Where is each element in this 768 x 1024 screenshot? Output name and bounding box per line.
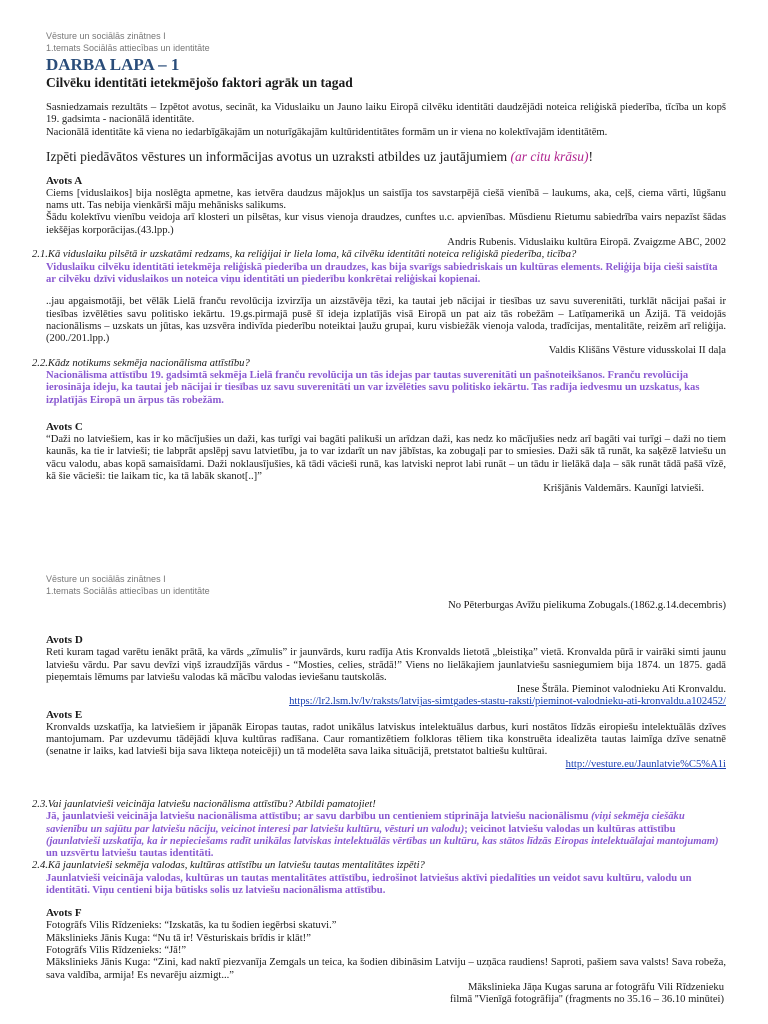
course-name-2: Vēsture un sociālās zinātnes I <box>46 574 166 584</box>
page-title: DARBA LAPA – 1 <box>46 55 180 74</box>
topic-name-2: 1.temats Sociālās attiecības un identitāte <box>46 586 210 596</box>
source-e-text: Kronvalds uzskatīja, ka latviešiem ir jāpanāk Eiropas tautas, radot unikālus latviskus intelektuālus darbus, kuri nostātos līdzās eiropiešu intelektuālās dzīves mantojumam. Par uzdevumu tādējādi kļuva kultūras radīšana. Caur romantizētiem folkloras tēliem tika konstruēta idealizēta tautas laimīga dzīve senatnē (senatne ir laiks, kad latvieši bija sava likteņa noteicēji) un tā modelēta sava laika situācijā, pretstatot baltiešu kultūrai. <box>46 721 726 758</box>
source-d-text: Reti kuram tagad varētu ienākt prātā, ka vārds „zīmulis” ir jaunvārds, kuru radīja Atis Kronvalds lietotā „bleistiķa” vietā. Kronvalda pūrā ir vairāki simti jaunu latviešu vārdu. Par savu devīzi viņš izraudzījās vārdus - “Mosties, celies, strādā!” Viens no lielākajiem jaunlatviešu sasniegumiem bija 1874. un 1875. gadā pieņemtais lēmums par latviešu valodas kā mācību valodas ieviešanu tautskolās. <box>46 647 726 683</box>
source-f-line-1: Fotogrāfs Vilis Rīdzenieks: “Izskatās, ka tu šodien iegērbsi skatuvi.” <box>46 920 337 932</box>
source-f-citation-2: filmā ''Vienīgā fotogrāfija'' (fragments no 35.16 – 36.10 minūtei) <box>449 994 724 1006</box>
question-2-1: 2.1.Kā viduslaiku pilsētā ir uzskatāmi redzams, ka reliģijai ir liela loma, kā cilvēku identitāti noteica reliģiskā piederība, ticība? <box>32 249 577 261</box>
topic-name: 1.temats Sociālās attiecības un identitāte <box>46 43 210 53</box>
instruction-color-note: (ar citu krāsu) <box>510 148 589 164</box>
question-2-3: 2.3.Vai jaunlatvieši veicināja latviešu nacionālisma attīstību? Atbildi pamatojiet! <box>32 798 376 810</box>
source-f-heading: Avots F <box>46 907 82 920</box>
learning-result-2: Nacionālā identitāte kā viena no iedarbīgākajām un noturīgākajām kultūridentitātes formām un ir viena no kolektīvajām identitātēm. <box>46 126 608 138</box>
course-name: Vēsture un sociālās zinātnes I <box>46 31 166 41</box>
source-c-text: “Daži no latviešiem, kas ir ko mācījušies un daži, kas turīgi vai bagāti palikuši un arīdzan daži, kas nedz ko mācījušies nedz arī bagāti vai turīgi – daži no tiem kaunās, ka tie ir latvieši; tie labprāt apslēpj savu latvietību, ja to var izdarīt un nav jābīstas, ka zobugaļi par to smiesies. Daži sāk tā runāt, ka saķēzē latviešu un vācu valodu, abas kopā samaisīdami. Daži noklausījušies, kā tādi vācieši runā, kas latviski neprot labi runāt – un tādu ir lielākā daļa – sāk runāt tādā pašā vīzē, kā šie vācieši: tie laikam tic, ka tā labāk skanot[..]” <box>46 433 726 482</box>
worksheet-page-2 <box>32 573 726 1006</box>
answer-2-3[interactable]: Jā, jaunlatvieši veicināja latviešu nacionālisma attīstību; ar savu darbību un centieniem stiprināja latviešu nacionālismu (viņi sekmēja ciešāku savienību un sajūtu par latviešu nāciju, veicinot interesi par latviešu kultūru, vēsturi un valodu); veicinot latviešu valodas un kultūras attīstību (jaunlatvieši uzskatīja, ka ir nepieciešams radīt unikālas latviskas intelektuālās vērtības un kultūru, kas stātos līdzās Eiropas intelektuālajai mantojumam) un uzsvērtu latviešu tautas identitāti. <box>46 811 719 860</box>
source-c-origin: No Pēterburgas Avīžu pielikuma Zobugals.(1862.g.14.decembris) <box>448 600 726 611</box>
source-f-line-4: Mākslinieks Jānis Kuga: “Zini, kad naktī piezvanīja Zemgals un teica, ka šodien dibināsim Latviju – uzņāca raudiens! Saproti, pašiem sava valsts! Sava robeža, sava valdība, armija! Es nevarēju aizmigt...” <box>46 957 726 981</box>
instruction: Izpēti piedāvātos vēstures un informācijas avotus un uzraksti atbildes uz jautājumiem (ar citu krāsu)! <box>46 148 593 164</box>
source-c-heading: Avots C <box>46 420 83 433</box>
source-d-citation: Inese Štrāla. Pieminot valodnieku Ati Kronvaldu. <box>516 684 726 696</box>
source-b-citation: Valdis Klišāns Vēsture vidusskolai II daļa <box>548 345 726 357</box>
answer-2-2[interactable]: Nacionālisma attīstību 19. gadsimtā sekmēja Lielā franču revolūcija un tās idejas par tautas suverenitāti un pašnoteikšanos. Franču revolūcija ierosināja ideju, ka tautai jeb nācijai ir tiesības uz savu suverenitāti un var izvēlēties savu politisko iekārtu. Tas radīja iedvesmu un uzskatus, kas izplatījās Eiropā un ārpus tās robežām. <box>46 370 700 406</box>
page-subtitle: Cilvēku identitāti ietekmējošo faktori agrāk un tagad <box>46 75 353 90</box>
source-d-link[interactable]: https://lr2.lsm.lv/lv/raksts/latvijas-simtgades-stastu-raksti/pieminot-valodnieku-ati-kronvaldu.a102452/ <box>289 696 726 708</box>
question-2-4: 2.4.Kā jaunlatvieši sekmēja valodas, kultūras attīstību un latviešu tautas mentalitātes izpēti? <box>32 860 425 872</box>
source-d-heading: Avots D <box>46 634 83 647</box>
source-c-citation: Krišjānis Valdemārs. Kaunīgi latvieši. <box>543 483 704 495</box>
source-a-text-2: Šādu kolektīvu vienību veidoja arī klosteri un pilsētas, kur visus vienoja draudzes, cunftes u.c. apvienības. Mūsdienu Rietumu sabiedrība vairs nepazīst šādas iekšējas korporācijas.(43.lpp.) <box>46 212 726 236</box>
source-e-link[interactable]: http://vesture.eu/Jaunlatvie%C5%A1i <box>565 758 726 770</box>
source-a-text: Ciems [viduslaikos] bija noslēgta apmetne, kas ietvēra daudzus mājokļus un saistīja tos savstarpējā ciešā vienībā – laukums, aka, ceļš, ciema vārti, lūgšanu nams utt. Tas nebija vienkārši māju mehānisks salikums. <box>46 187 726 212</box>
answer-2-4[interactable]: Jaunlatvieši veicināja valodas, kultūras un tautas mentalitātes attīstību, iedrošinot latviešus aktīvi piedalīties un veidot savu kultūru, valodu un identitāti. Viņu centieni bija būtisks solis uz latviešu nacionālisma attīstību. <box>46 872 692 897</box>
answer-2-1[interactable]: Viduslaiku cilvēku identitāti ietekmēja reliģiskā piederība un draudzes, kas bija svarīgs sabiedriskais un kultūras elements. Reliģija bija cieši saistīta ar cilvēku dzīvi viduslaikos un noteica viņu identitāti un piederību konkrētai reliģiskai kopienai. <box>46 261 718 285</box>
source-f-line-2: Mākslinieks Jānis Kuga: “Nu tā ir! Vēsturiskais brīdis ir klāt!” <box>46 932 311 944</box>
source-f-citation: Mākslinieka Jāņa Kugas saruna ar fotogrāfu Vili Rīdzenieku <box>468 981 724 993</box>
question-2-2: 2.2.Kādz notikums sekmēja nacionālisma attīstību? <box>32 357 250 369</box>
worksheet-page-1 <box>32 30 726 495</box>
learning-result: Sasniedzamais rezultāts – Izpētot avotus, secināt, ka Viduslaiku un Jauno laiku Eiropā cilvēku identitāti daudzējādi noteica reliģiskā piederība, tīcība un kopš 19. gadsimta - nacionālā identitāte. <box>46 102 726 126</box>
source-b-text: ..jau apgaismotāji, bet vēlāk Lielā franču revolūcija izvirzīja un aizstāvēja tēzi, ka tautai jeb nācijai ir tiesības uz savu suverenitāti, turklāt nācijai pašai ir tiesības izvēlēties savu politisko iekārtu. 19.gs.pirmajā pusē šī ideja izplatījās visā Eiropā un pat aiz tās robežām – Latīņamerikā un Āzijā. Tā veidojās nacionālisms – uzskats un jūtas, kas uzsvēra indivīda piederību noteiktai ļaužu grupai, kuru visbiežāk vienoja valoda, tradīcijas, mentalitāte, reizēm arī reliģija.(200./201.lpp.) <box>46 296 726 345</box>
source-e-heading: Avots E <box>46 708 83 721</box>
source-a-heading: Avots A <box>46 174 83 187</box>
source-a-citation: Andris Rubenis. Viduslaiku kultūra Eiropā. Zvaigzme ABC, 2002 <box>447 237 726 249</box>
source-f-line-3: Fotogrāfs Vilis Rīdzenieks: “Jā!” <box>46 944 187 956</box>
